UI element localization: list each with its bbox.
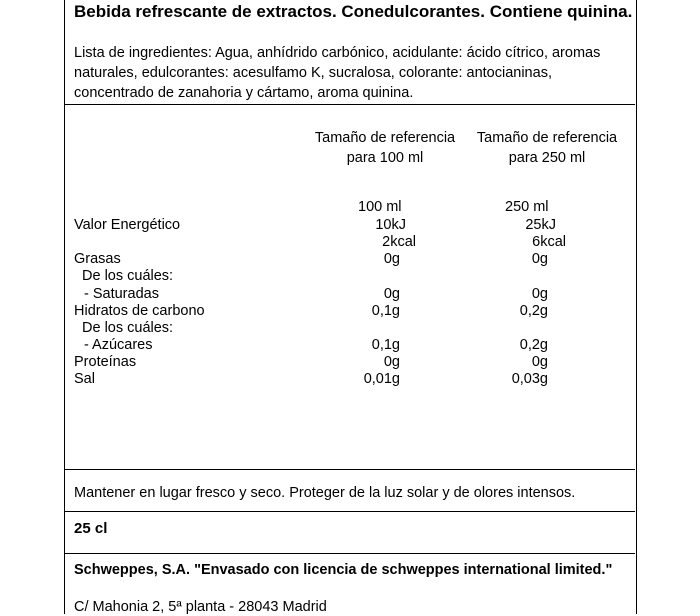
row-value-100ml: 0g xyxy=(383,251,400,267)
row-value-100ml: 0,1g xyxy=(371,337,400,353)
row-value-250ml: 0g xyxy=(531,286,548,302)
col1-header-line2: para 100 ml xyxy=(346,150,424,166)
storage-instructions: Mantener en lugar fresco y seco. Proteger de la luz solar y de olores intensos. xyxy=(74,485,576,501)
row-value-250ml: 0,2g xyxy=(519,337,548,353)
divider-volume xyxy=(64,511,635,512)
col2-header-line2: para 250 ml xyxy=(508,150,586,166)
ingredients-list: Lista de ingredientes: Agua, anhídrido carbónico, acidulante: ácido cítrico, aromas naturales, edulcorantes: acesulfamo K, sucralosa, colorante: antocianinas, concentrado de zanahoria y cártamo, aroma quinina. xyxy=(74,45,601,101)
row-value-100ml: 2kcal xyxy=(382,234,416,250)
col1-volume: 100 ml xyxy=(358,199,402,215)
row-value-100ml: 0g xyxy=(383,286,400,302)
row-value-100ml: 10kJ xyxy=(375,217,406,233)
company-info: Schweppes, S.A. "Envasado con licencia de schweppes international limited." xyxy=(74,562,613,578)
row-value-250ml: 0g xyxy=(531,354,548,370)
company-address: C/ Mahonia 2, 5ª planta - 28043 Madrid xyxy=(74,599,327,615)
net-volume: 25 cl xyxy=(74,520,108,537)
row-label: Grasas xyxy=(74,251,121,267)
product-title: Bebida refrescante de extractos. Conedulcorantes. Contiene quinina. xyxy=(74,2,633,21)
row-label: Valor Energético xyxy=(74,217,181,233)
row-value-250ml: 0g xyxy=(531,251,548,267)
row-value-100ml: 0,01g xyxy=(363,371,400,387)
divider-storage xyxy=(64,469,635,470)
row-label: De los cuáles: xyxy=(82,320,174,336)
col2-volume: 250 ml xyxy=(505,199,549,215)
row-value-250ml: 0,03g xyxy=(511,371,548,387)
divider-company xyxy=(64,553,635,554)
row-label: - Saturadas xyxy=(84,286,159,302)
row-label: Proteínas xyxy=(74,354,137,370)
row-value-250ml: 25kJ xyxy=(525,217,556,233)
row-label: Sal xyxy=(74,371,95,387)
col2-header-line1: Tamaño de referencia xyxy=(476,130,618,146)
col1-header-line1: Tamaño de referencia xyxy=(314,130,456,146)
row-value-100ml: 0,1g xyxy=(371,303,400,319)
row-value-100ml: 0g xyxy=(383,354,400,370)
divider-top xyxy=(64,104,635,105)
row-value-250ml: 0,2g xyxy=(519,303,548,319)
row-label: - Azúcares xyxy=(84,337,153,353)
row-label: Hidratos de carbono xyxy=(74,303,205,319)
row-label: De los cuáles: xyxy=(82,268,174,284)
row-value-250ml: 6kcal xyxy=(532,234,566,250)
